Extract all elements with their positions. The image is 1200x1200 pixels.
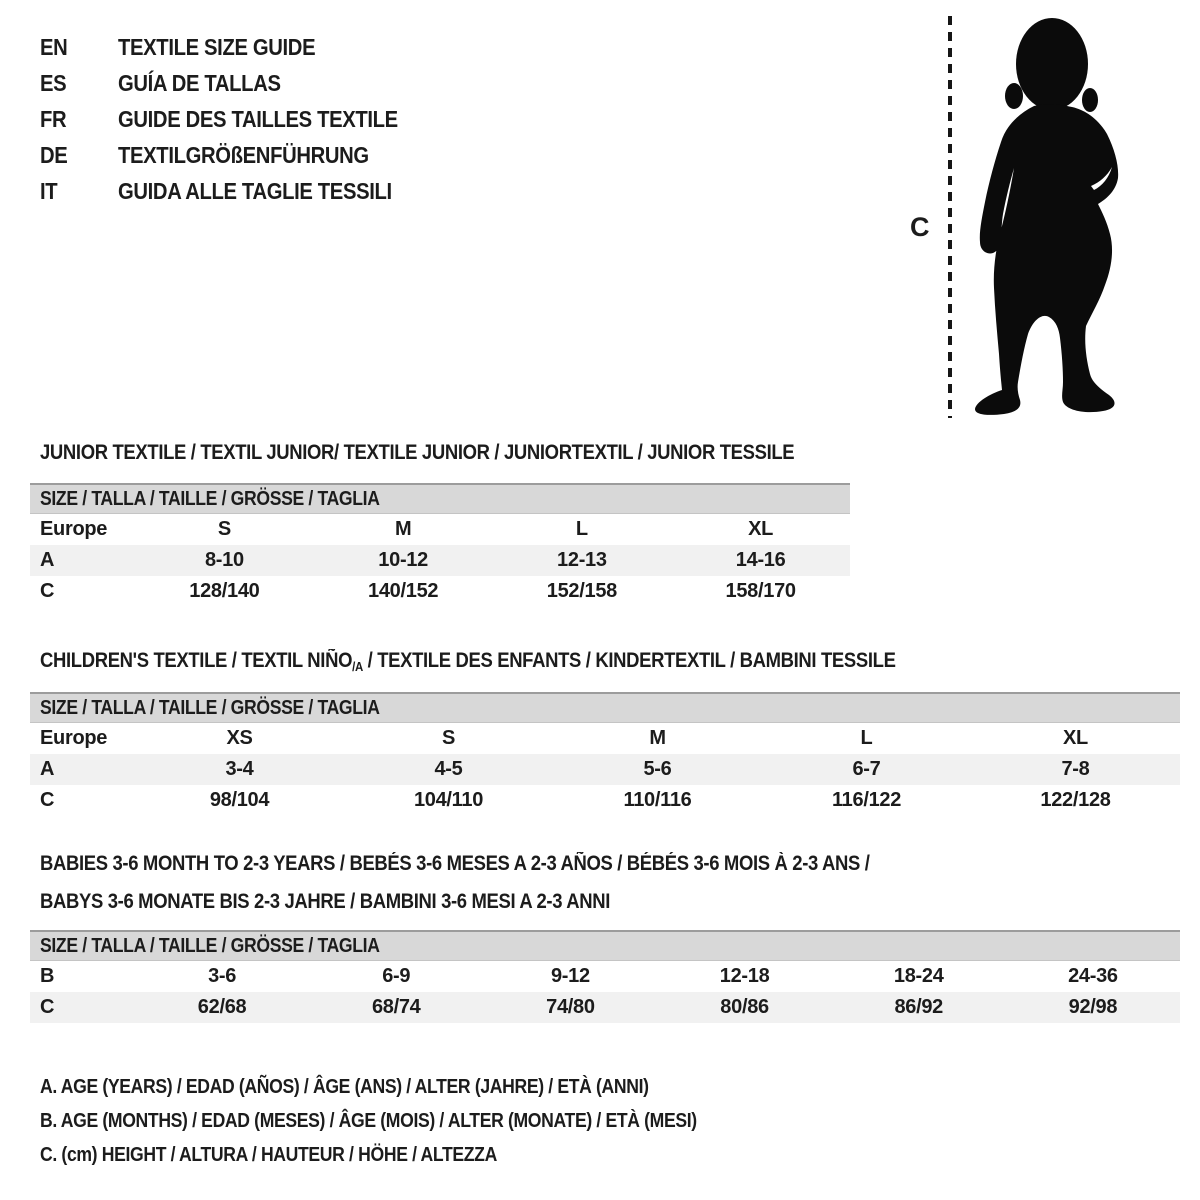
language-code-text: IT xyxy=(40,177,58,204)
height-measure-dashed-line xyxy=(948,16,952,418)
language-title-text: GUIDE DES TAILLES TEXTILE xyxy=(118,105,398,132)
children-title-subscript: /A xyxy=(352,659,363,674)
table-cell: 7-8 xyxy=(1061,758,1090,780)
language-title xyxy=(118,70,303,97)
size-table-row-europe xyxy=(30,514,850,545)
size-header-bar xyxy=(30,692,1180,723)
language-code xyxy=(40,178,118,205)
table-cell: 104/110 xyxy=(413,789,484,811)
language-title xyxy=(118,34,342,61)
table-cell: 5-6 xyxy=(643,758,672,780)
language-row-de xyxy=(40,137,436,173)
table-cell: 6-7 xyxy=(852,758,881,780)
size-header-text: SIZE / TALLA / TAILLE / GRÖSSE / TAGLIA xyxy=(40,696,380,719)
row-label: A xyxy=(40,758,55,780)
table-cell: 92/98 xyxy=(1068,996,1118,1018)
size-table-row-c xyxy=(30,785,1180,816)
size-header-bar xyxy=(30,483,850,514)
junior-section-title-text: JUNIOR TEXTILE / TEXTIL JUNIOR/ TEXTILE JUNIOR / JUNIORTEXTIL / JUNIOR TESSILE xyxy=(40,441,795,464)
legend-line-b-text: B. AGE (MONTHS) / EDAD (MESES) / ÂGE (MOIS) / ALTER (MONATE) / ETÀ (MESI) xyxy=(40,1110,697,1132)
children-title-suffix: / TEXTILE DES ENFANTS / KINDERTEXTIL / BAMBINI TESSILE xyxy=(362,649,896,672)
table-cell: 62/68 xyxy=(197,996,247,1018)
junior-size-table xyxy=(30,483,850,607)
table-cell: 68/74 xyxy=(371,996,421,1018)
table-cell: 14-16 xyxy=(735,549,786,571)
measurement-legend xyxy=(40,1070,786,1172)
row-label: C xyxy=(40,580,55,602)
table-cell: M xyxy=(649,727,666,749)
size-header-text: SIZE / TALLA / TAILLE / GRÖSSE / TAGLIA xyxy=(40,934,380,957)
babies-section-title-line2: BABYS 3-6 MONATE BIS 2-3 JAHRE / BAMBINI 3-6 MESI A 2-3 ANNI xyxy=(40,890,610,913)
legend-line-c xyxy=(40,1138,786,1172)
row-label: A xyxy=(40,549,55,571)
children-title-prefix: CHILDREN'S TEXTILE / TEXTIL NIÑO xyxy=(40,649,353,672)
table-cell: 122/128 xyxy=(1040,789,1111,811)
size-table-row-b xyxy=(30,961,1180,992)
measure-c-label: C xyxy=(910,212,930,242)
table-cell: 12-18 xyxy=(719,965,770,987)
table-cell: 18-24 xyxy=(893,965,944,987)
table-cell: 140/152 xyxy=(368,580,439,602)
table-cell: 24-36 xyxy=(1068,965,1118,987)
table-cell: M xyxy=(394,518,412,540)
legend-line-a-text: A. AGE (YEARS) / EDAD (AÑOS) / ÂGE (ANS) / ALTER (JAHRE) / ETÀ (ANNI) xyxy=(40,1076,649,1098)
row-label: Europe xyxy=(40,727,108,749)
babies-section-title xyxy=(40,845,983,921)
row-label: Europe xyxy=(40,518,108,540)
language-row-fr xyxy=(40,101,436,137)
table-cell: XL xyxy=(748,518,774,540)
row-label: C xyxy=(40,789,55,811)
size-table-row-c xyxy=(30,576,850,607)
babies-section-title-line1: BABIES 3-6 MONTH TO 2-3 YEARS / BEBÉS 3-6 MESES A 2-3 AÑOS / BÉBÉS 3-6 MOIS À 2-3 ANS / xyxy=(40,852,870,875)
table-cell: 152/158 xyxy=(546,580,617,602)
size-table-row-a xyxy=(30,754,1180,785)
legend-line-b xyxy=(40,1104,786,1138)
size-header-text: SIZE / TALLA / TAILLE / GRÖSSE / TAGLIA xyxy=(40,487,380,510)
junior-section-title xyxy=(40,434,897,472)
children-section-title xyxy=(40,642,1012,686)
children-size-table xyxy=(30,692,1180,816)
size-table-row-europe xyxy=(30,723,1180,754)
language-title xyxy=(118,106,436,133)
toddler-silhouette xyxy=(966,14,1132,418)
language-title xyxy=(118,178,429,205)
table-cell: 80/86 xyxy=(720,996,769,1018)
table-cell: S xyxy=(441,727,456,749)
language-title-text: GUIDA ALLE TAGLIE TESSILI xyxy=(118,177,392,204)
table-cell: 128/140 xyxy=(189,580,260,602)
row-label: B xyxy=(40,965,55,987)
table-cell: 116/122 xyxy=(831,789,902,811)
table-cell: XL xyxy=(1063,727,1088,749)
table-cell: 86/92 xyxy=(894,996,944,1018)
legend-line-c-text: C. (cm) HEIGHT / ALTURA / HAUTEUR / HÖHE / ALTEZZA xyxy=(40,1144,497,1166)
language-row-es xyxy=(40,65,436,101)
table-cell: L xyxy=(575,518,588,540)
language-title-text: TEXTILGRÖßENFÜHRUNG xyxy=(118,141,369,168)
language-code xyxy=(40,70,118,97)
table-cell: 12-13 xyxy=(557,549,607,571)
table-cell: 3-4 xyxy=(225,758,254,780)
language-row-it xyxy=(40,173,436,209)
size-table-row-c xyxy=(30,992,1180,1023)
table-cell: S xyxy=(217,518,231,540)
language-code xyxy=(40,142,118,169)
table-cell: XS xyxy=(226,727,253,749)
language-title-text: TEXTILE SIZE GUIDE xyxy=(118,33,316,60)
size-header-bar xyxy=(30,930,1180,961)
language-code-text: ES xyxy=(40,69,67,96)
babies-size-table xyxy=(30,930,1180,1023)
table-cell: 6-9 xyxy=(382,965,411,987)
size-table-row-a xyxy=(30,545,850,576)
language-code xyxy=(40,106,118,133)
children-section-title-text xyxy=(40,642,896,686)
table-cell: L xyxy=(860,727,873,749)
language-title-text: GUÍA DE TALLAS xyxy=(118,69,281,96)
table-cell: 9-12 xyxy=(550,965,590,987)
legend-line-a xyxy=(40,1070,786,1104)
language-title xyxy=(118,142,403,169)
table-cell: 10-12 xyxy=(378,549,428,571)
language-code-text: EN xyxy=(40,33,68,60)
language-header xyxy=(40,29,436,209)
language-code-text: DE xyxy=(40,141,68,168)
table-cell: 98/104 xyxy=(209,789,270,811)
table-cell: 158/170 xyxy=(725,580,796,602)
table-cell: 3-6 xyxy=(208,965,237,987)
table-cell: 110/116 xyxy=(623,789,692,811)
language-code-text: FR xyxy=(40,105,67,132)
row-label: C xyxy=(40,996,55,1018)
table-cell: 8-10 xyxy=(204,549,244,571)
table-cell: 4-5 xyxy=(434,758,463,780)
language-code xyxy=(40,34,118,61)
language-row-en xyxy=(40,29,436,65)
table-cell: 74/80 xyxy=(546,996,595,1018)
